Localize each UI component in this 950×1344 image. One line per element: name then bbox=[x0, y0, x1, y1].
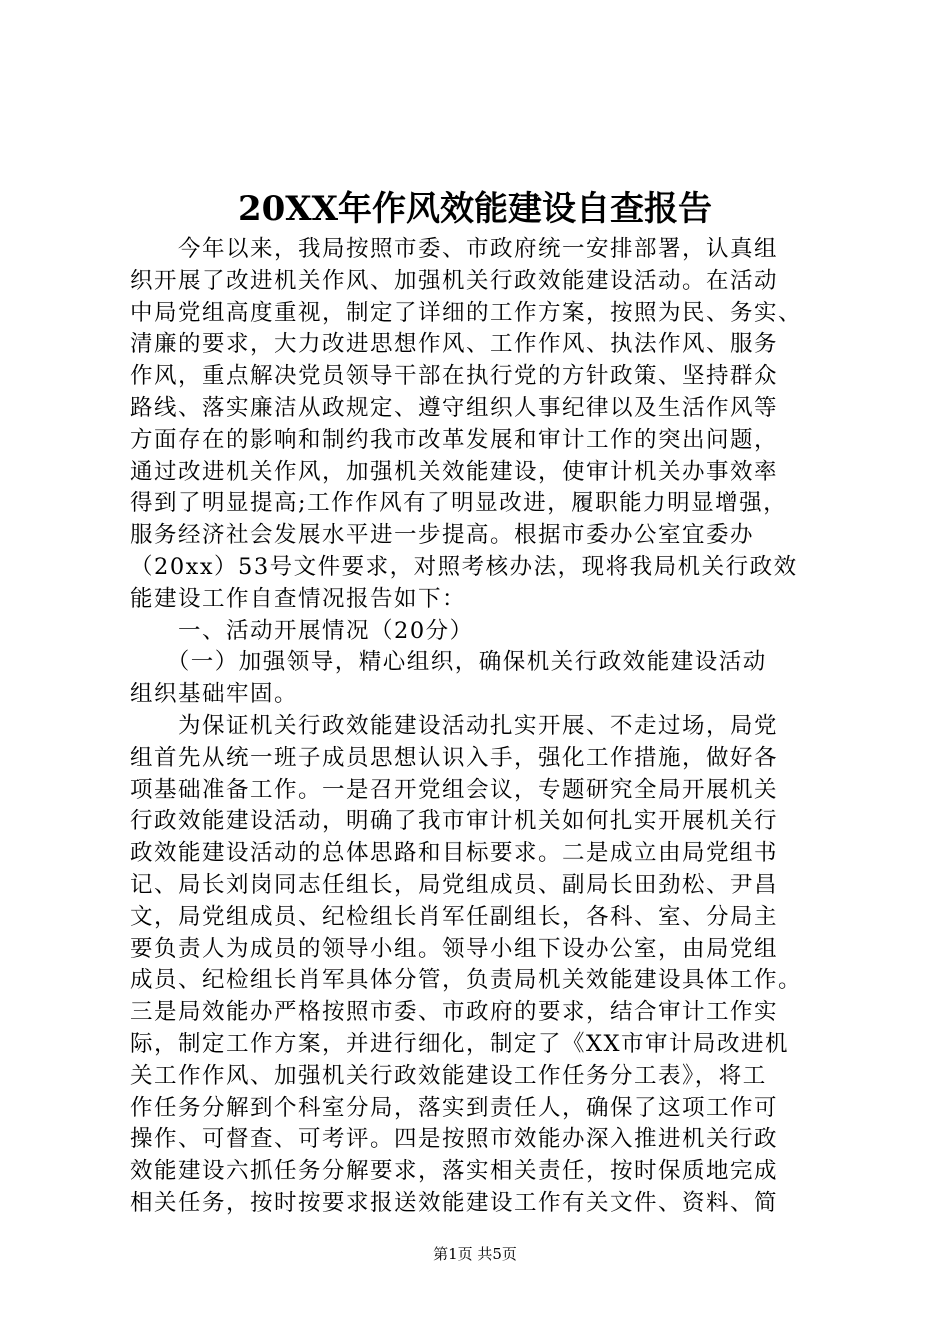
body-line: 一、活动开展情况（20分） bbox=[130, 617, 474, 644]
document-title: 20XX年作风效能建设自查报告 bbox=[237, 189, 713, 229]
body-line: 服务经济社会发展水平进一步提高。根据市委办公室宜委办 bbox=[130, 522, 755, 549]
body-line: 方面存在的影响和制约我市改革发展和审计工作的突出问题， bbox=[130, 426, 779, 453]
body-line: 能建设工作自查情况报告如下： bbox=[130, 585, 467, 612]
body-line: 中局党组高度重视，制定了详细的工作方案，按照为民、务实、 bbox=[130, 299, 803, 326]
body-line: 三是局效能办严格按照市委、市政府的要求，结合审计工作实 bbox=[130, 999, 779, 1026]
body-line: 行政效能建设活动，明确了我市审计机关如何扎实开展机关行 bbox=[130, 808, 779, 835]
body-line: 文，局党组成员、纪检组长肖军任副组长，各科、室、分局主 bbox=[130, 903, 779, 930]
body-line: 组首先从统一班子成员思想认识入手，强化工作措施，做好各 bbox=[130, 744, 779, 771]
body-line: 作风，重点解决党员领导干部在执行党的方针政策、坚持群众 bbox=[130, 363, 779, 390]
body-line: 关工作作风、加强机关行政效能建设工作任务分工表》，将工 bbox=[130, 1062, 767, 1089]
body-line: 织开展了改进机关作风、加强机关行政效能建设活动。在活动 bbox=[130, 267, 779, 294]
body-line: 要负责人为成员的领导小组。领导小组下设办公室，由局党组 bbox=[130, 935, 779, 962]
body-line: 组织基础牢固。 bbox=[130, 681, 299, 708]
body-line: 操作、可督查、可考评。四是按照市效能办深入推进机关行政 bbox=[130, 1126, 779, 1153]
body-line: （一）加强领导，精心组织，确保机关行政效能建设活动 bbox=[130, 649, 767, 676]
body-line: 为保证机关行政效能建设活动扎实开展、不走过场，局党 bbox=[130, 712, 779, 739]
document-body bbox=[130, 234, 845, 1220]
body-line: 作任务分解到个科室分局，落实到责任人，确保了这项工作可 bbox=[130, 1094, 779, 1121]
body-line: 清廉的要求，大力改进思想作风、工作作风、执法作风、服务 bbox=[130, 331, 779, 358]
body-line: 得到了明显提高;工作作风有了明显改进，履职能力明显增强， bbox=[130, 490, 788, 517]
body-line: 相关任务，按时按要求报送效能建设工作有关文件、资料、简 bbox=[130, 1189, 779, 1216]
body-line: 路线、落实廉洁从政规定、遵守组织人事纪律以及生活作风等 bbox=[130, 394, 779, 421]
body-line: 际，制定工作方案，并进行细化，制定了《XX市审计局改进机 bbox=[130, 1030, 790, 1057]
body-line: 项基础准备工作。一是召开党组会议，专题研究全局开展机关 bbox=[130, 776, 779, 803]
body-line: 记、局长刘岗同志任组长，局党组成员、副局长田劲松、尹昌 bbox=[130, 871, 779, 898]
body-line: 通过改进机关作风，加强机关效能建设，使审计机关办事效率 bbox=[130, 458, 779, 485]
body-line: 效能建设六抓任务分解要求，落实相关责任，按时保质地完成 bbox=[130, 1158, 779, 1185]
body-line: 今年以来，我局按照市委、市政府统一安排部署，认真组 bbox=[130, 236, 779, 262]
body-line: 成员、纪检组长肖军具体分管，负责局机关效能建设具体工作。 bbox=[130, 967, 803, 994]
page-footer: 第1页 共5页 bbox=[433, 1245, 517, 1263]
body-line: （20xx）53号文件要求，对照考核办法，现将我局机关行政效 bbox=[130, 553, 798, 580]
body-line: 政效能建设活动的总体思路和目标要求。二是成立由局党组书 bbox=[130, 840, 779, 867]
